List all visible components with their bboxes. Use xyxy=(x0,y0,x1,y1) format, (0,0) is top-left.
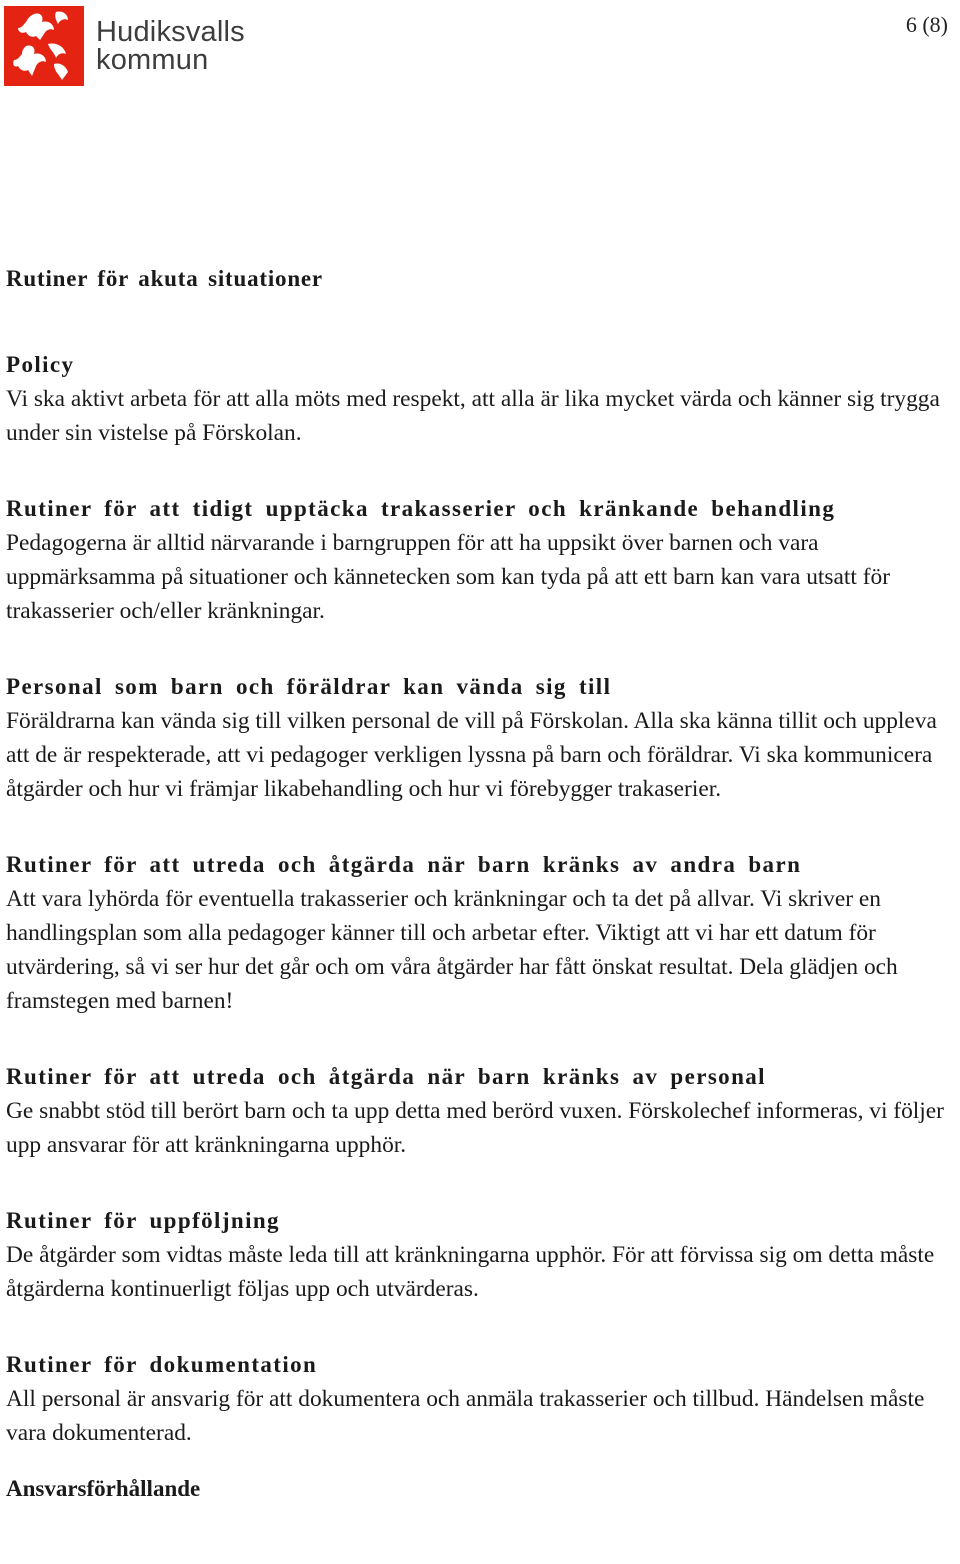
municipality-logo xyxy=(4,6,245,86)
final-heading: Ansvarsförhållande xyxy=(6,1476,201,1501)
section-policy xyxy=(6,348,956,450)
section-text: De åtgärder som vidtas måste leda till att kränkningarna upphör. För att förvissa sig om detta måste åtgärderna kontinuerligt följas upp och utvärderas. xyxy=(6,1242,935,1302)
section-text: Att vara lyhörda för eventuella trakasserier och kränkningar och ta det på allvar. Vi skriver en handlingsplan som alla pedagoger känner till och arbetar efter. Viktigt att vi har ett datum för utvärdering, så vi ser hur det går och om våra åtgärder har fått önskat resultat. Dela glädjen och framstegen med barnen! xyxy=(6,886,898,1014)
section-contact-staff xyxy=(6,670,956,806)
section-text: Ge snabbt stöd till berört barn och ta upp detta med berörd vuxen. Förskolechef informeras, vi följer upp ansvarar för att kränkningarna upphör. xyxy=(6,1098,944,1158)
section-heading: Rutiner för att utreda och åtgärda när barn kränks av personal xyxy=(6,1064,766,1089)
main-title: Rutiner för akuta situationer xyxy=(6,266,323,291)
document-body xyxy=(6,262,956,1506)
logo-text-line2: kommun xyxy=(96,44,209,76)
section-follow-up xyxy=(6,1204,956,1306)
page-number: 6 (8) xyxy=(905,12,948,37)
section-text: All personal är ansvarig för att dokumentera och anmäla trakasserier och tillbud. Händelsen måste vara dokumenterad. xyxy=(6,1386,925,1446)
section-heading: Rutiner för att tidigt upptäcka trakasserier och kränkande behandling xyxy=(6,496,836,521)
section-staff-to-child xyxy=(6,1060,956,1162)
section-text: Föräldrarna kan vända sig till vilken personal de vill på Förskolan. Alla ska känna tillit och uppleva att de är respekterade, att vi pedagoger verkligen lyssna på barn och föräldrar. Vi ska kommunicera åtgärder och hur vi främjar likabehandling och hur vi förebygger trakaserier. xyxy=(6,708,937,802)
section-heading: Rutiner för uppföljning xyxy=(6,1208,280,1233)
section-documentation xyxy=(6,1348,956,1450)
section-text: Pedagogerna är alltid närvarande i barngruppen för att ha uppsikt över barnen och vara uppmärksamma på situationer och kännetecken som kan tyda på att ett barn kan vara utsatt för trakasserier och/eller kränkningar. xyxy=(6,530,890,624)
section-early-detection xyxy=(6,492,956,628)
section-heading: Policy xyxy=(6,352,75,377)
section-child-to-child xyxy=(6,848,956,1018)
logo-wordmark xyxy=(96,18,245,74)
section-text: Vi ska aktivt arbeta för att alla möts med respekt, att alla är lika mycket värda och känner sig trygga under sin vistelse på Förskolan. xyxy=(6,386,940,446)
logo-text-line1: Hudiksvalls xyxy=(96,16,245,48)
section-heading: Personal som barn och föräldrar kan vända sig till xyxy=(6,674,612,699)
goat-logo-icon xyxy=(4,6,84,86)
section-heading: Rutiner för dokumentation xyxy=(6,1352,318,1377)
section-heading: Rutiner för att utreda och åtgärda när barn kränks av andra barn xyxy=(6,852,802,877)
